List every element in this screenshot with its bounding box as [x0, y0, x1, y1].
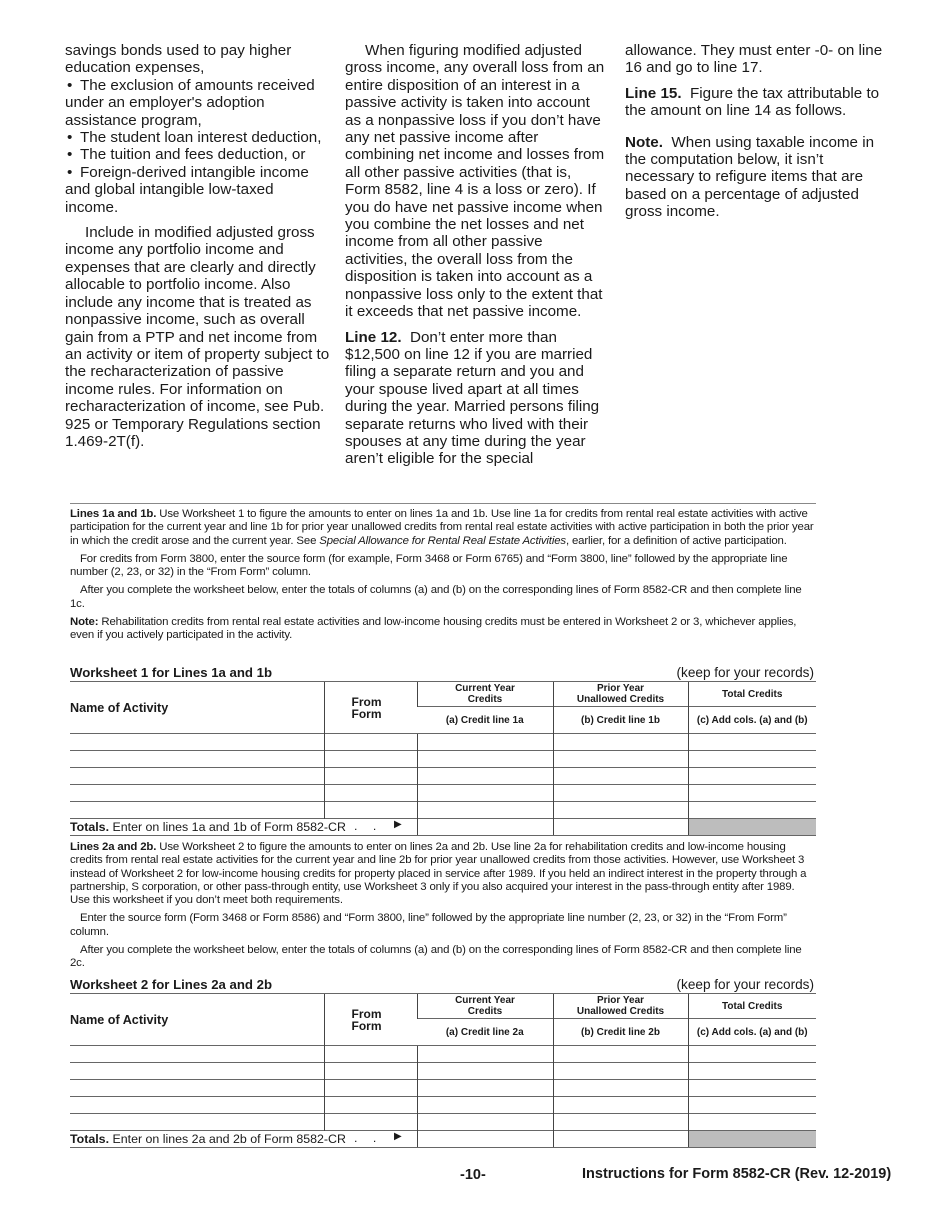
name-cell[interactable] [70, 1046, 324, 1063]
from-form-cell[interactable] [324, 768, 417, 785]
from-form-cell[interactable] [324, 802, 417, 819]
header-name-of-activity: Name of Activity [70, 994, 324, 1046]
table-row [70, 1097, 816, 1114]
arrow-right-icon: ▶ [394, 1131, 402, 1142]
section1-instructions [70, 508, 816, 648]
header-col-a: (a) Credit line 2a [417, 1019, 553, 1046]
credit-b-cell[interactable] [553, 1097, 688, 1114]
credit-a-cell[interactable] [417, 785, 553, 802]
total-c-cell[interactable] [688, 802, 816, 819]
section2-instructions [70, 841, 816, 976]
name-cell[interactable] [70, 802, 324, 819]
shaded-cell [688, 1131, 816, 1148]
header-total-credits: Total Credits [688, 994, 816, 1019]
line12-label: Line 12. [345, 328, 402, 346]
worksheet1-title: Worksheet 1 for Lines 1a and 1b [70, 665, 273, 680]
total-c-cell[interactable] [688, 785, 816, 802]
section2-p1: Lines 2a and 2b. Use Worksheet 2 to figure the amounts to enter on lines 2a and 2b. Use line 2a for rehabilitation credits and low-income housing credits from rental real estate activities for the current year and line 2b for prior year unallowed credits from those activities. However, use Worksheet 3 instead of Worksheet 2 for low-income housing credits for property placed in service after 1989. If you held an indirect interest in the property through a partnership, S corporation, or other pass-through entity, use Worksheet 3 only if you also acquired your interest in the pass-through entity after 1989. Use this worksheet if you don’t meet both requirements. [70, 841, 807, 907]
credit-b-cell[interactable] [553, 1046, 688, 1063]
section2-p3: After you complete the worksheet below, enter the totals of columns (a) and (b) on the corresponding lines of Form 8582-CR and then complete line 2c. [70, 944, 802, 970]
from-form-cell[interactable] [324, 1063, 417, 1080]
right-continuation: allowance. They must enter -0- on line 16 and go to line 17. [625, 42, 883, 77]
worksheet1-table [70, 681, 816, 836]
header-col-a: (a) Credit line 1a [417, 707, 553, 734]
total-c-cell[interactable] [688, 1114, 816, 1131]
section1-note: Note: Rehabilitation credits from rental real estate activities and low-income housing credits must be entered in Worksheet 2 or 3, whichever applies, even if you actively participated in the activity. [70, 616, 797, 642]
header-col-b: (b) Credit line 1b [553, 707, 688, 734]
name-cell[interactable] [70, 785, 324, 802]
name-cell[interactable] [70, 768, 324, 785]
header-prior-year-unallowed: Prior Year Unallowed Credits [553, 682, 688, 707]
total-a-cell[interactable] [417, 819, 553, 836]
name-cell[interactable] [70, 1063, 324, 1080]
total-c-cell[interactable] [688, 768, 816, 785]
total-c-cell[interactable] [688, 1046, 816, 1063]
credit-a-cell[interactable] [417, 768, 553, 785]
table-row [70, 802, 816, 819]
table-row [70, 785, 816, 802]
header-prior-year-unallowed: Prior Year Unallowed Credits [553, 994, 688, 1019]
worksheet2-header-row [70, 994, 816, 1019]
header-from-form: From Form [324, 994, 417, 1046]
worksheet1-keep-note: (keep for your records) [676, 665, 814, 680]
left-intro: savings bonds used to pay higher education expenses, [65, 42, 292, 77]
table-row [70, 1046, 816, 1063]
credit-a-cell[interactable] [417, 1063, 553, 1080]
credit-a-cell[interactable] [417, 1097, 553, 1114]
left-paragraph: Include in modified adjusted gross income any portfolio income and expenses that are clearly and directly allocable to portfolio income. Also include any income that is treated as nonpassive income, such as overall gain from a PTP and net income from an activity or item of property subject to the recharacterization of passive income rules. For information on recharacterization of income, see Pub. 925 or Temporary Regulations section 1.469-2T(f). [65, 224, 330, 450]
name-cell[interactable] [70, 1080, 324, 1097]
table-row [70, 1063, 816, 1080]
from-form-cell[interactable] [324, 1080, 417, 1097]
line15-paragraph: Line 15. Figure the tax attributable to the amount on line 14 as follows. [625, 84, 880, 120]
bullet-item: • Foreign-derived intangible income and global intangible low-taxed income. [65, 164, 330, 216]
header-col-c: (c) Add cols. (a) and (b) [688, 707, 816, 734]
line15-label: Line 15. [625, 84, 682, 102]
credit-a-cell[interactable] [417, 1046, 553, 1063]
bullet-item: • The student loan interest deduction, [65, 129, 330, 146]
right-column [625, 42, 887, 221]
arrow-right-icon: ▶ [394, 819, 402, 830]
totals-row [70, 1131, 816, 1148]
table-row [70, 1114, 816, 1131]
credit-b-cell[interactable] [553, 751, 688, 768]
table-row [70, 751, 816, 768]
shaded-cell [688, 819, 816, 836]
from-form-cell[interactable] [324, 785, 417, 802]
section2-p2: Enter the source form (Form 3468 or Form 8586) and “Form 3800, line” followed by the appropriate line number (2, 23, or 32) in the “From Form” column. [70, 912, 787, 938]
section-divider [70, 503, 816, 504]
from-form-cell[interactable] [324, 1046, 417, 1063]
credit-a-cell[interactable] [417, 802, 553, 819]
table-row [70, 734, 816, 751]
from-form-cell[interactable] [324, 1097, 417, 1114]
table-row [70, 768, 816, 785]
line12-paragraph: Line 12. Don’t enter more than $12,500 on line 12 if you are married filing a separate return and you and your spouse lived apart at all times during the year. Married persons filing separate returns who lived with their spouses at any time during the year aren’t eligible for the special [345, 328, 600, 468]
worksheet1-header-row [70, 682, 816, 707]
credit-b-cell[interactable] [553, 1063, 688, 1080]
header-name-of-activity: Name of Activity [70, 682, 324, 734]
credit-a-cell[interactable] [417, 1114, 553, 1131]
header-current-year-credits: Current Year Credits [417, 994, 553, 1019]
header-col-c: (c) Add cols. (a) and (b) [688, 1019, 816, 1046]
table-row [70, 1080, 816, 1097]
middle-paragraph: When figuring modified adjusted gross income, any overall loss from an entire disposition of an interest in a passive activity is taken into account as a nonpassive loss if you don’t have any net passive income after combining net income and losses from all other passive activities (that is, Form 8582, line 4 is a loss or zero). If you do have net passive income when you combine the net losses and net income from all other passive activities, the overall loss from the disposition is taken into account as a nonpassive loss only to the extent that it exceeds that net passive income. [345, 42, 605, 321]
name-cell[interactable] [70, 751, 324, 768]
credit-a-cell[interactable] [417, 734, 553, 751]
left-column [65, 42, 330, 450]
header-from-form: From Form [324, 682, 417, 734]
credit-b-cell[interactable] [553, 1114, 688, 1131]
total-c-cell[interactable] [688, 1080, 816, 1097]
credit-a-cell[interactable] [417, 751, 553, 768]
bullet-item: • The exclusion of amounts received under an employer's adoption assistance program, [65, 77, 330, 129]
total-b-cell[interactable] [553, 819, 688, 836]
credit-b-cell[interactable] [553, 1080, 688, 1097]
totals-label: Totals. Enter on lines 1a and 1b of Form 8582-CR . . ▶ [70, 819, 417, 836]
middle-column [345, 42, 607, 468]
page-number: -10- [460, 1167, 486, 1183]
section1-p3: After you complete the worksheet below, enter the totals of columns (a) and (b) on the corresponding lines of Form 8582-CR and then complete line 1c. [70, 584, 802, 610]
header-col-b: (b) Credit line 2b [553, 1019, 688, 1046]
from-form-cell[interactable] [324, 751, 417, 768]
name-cell[interactable] [70, 1114, 324, 1131]
total-c-cell[interactable] [688, 734, 816, 751]
document-title: Instructions for Form 8582-CR (Rev. 12-2019) [582, 1166, 892, 1182]
credit-a-cell[interactable] [417, 1080, 553, 1097]
from-form-cell[interactable] [324, 1114, 417, 1131]
worksheet2-table [70, 993, 816, 1148]
credit-b-cell[interactable] [553, 785, 688, 802]
credit-b-cell[interactable] [553, 768, 688, 785]
header-total-credits: Total Credits [688, 682, 816, 707]
total-a-cell[interactable] [417, 1131, 553, 1148]
note-paragraph: Note. When using taxable income in the computation below, it isn’t necessary to refigure items that are based on a percentage of adjusted gross income. [625, 133, 875, 221]
bullet-item: • The tuition and fees deduction, or [65, 146, 330, 163]
name-cell[interactable] [70, 734, 324, 751]
worksheet2-keep-note: (keep for your records) [676, 977, 814, 992]
name-cell[interactable] [70, 1097, 324, 1114]
credit-b-cell[interactable] [553, 802, 688, 819]
totals-label: Totals. Enter on lines 2a and 2b of Form 8582-CR . . ▶ [70, 1131, 417, 1148]
credit-b-cell[interactable] [553, 734, 688, 751]
total-b-cell[interactable] [553, 1131, 688, 1148]
total-c-cell[interactable] [688, 751, 816, 768]
totals-row [70, 819, 816, 836]
from-form-cell[interactable] [324, 734, 417, 751]
section1-p1: Lines 1a and 1b. Use Worksheet 1 to figure the amounts to enter on lines 1a and 1b. Use line 1a for credits from rental real estate activities with active participation for the current year and line 1b for prior year unallowed credits from rental real estate activities with active participation in both the prior year in which the credit arose and the current year. See Special Allowance for Rental Real Estate Activities, earlier, for a definition of active participation. [70, 508, 814, 547]
section1-p2: For credits from Form 3800, enter the source form (for example, Form 3468 or Form 6765) and “Form 3800, line” followed by the appropriate line number (2, 23, or 32) in the “From Form” column. [70, 552, 788, 579]
total-c-cell[interactable] [688, 1063, 816, 1080]
note-label: Note. [625, 133, 663, 151]
worksheet2-title: Worksheet 2 for Lines 2a and 2b [70, 977, 273, 992]
total-c-cell[interactable] [688, 1097, 816, 1114]
header-current-year-credits: Current Year Credits [417, 682, 553, 707]
